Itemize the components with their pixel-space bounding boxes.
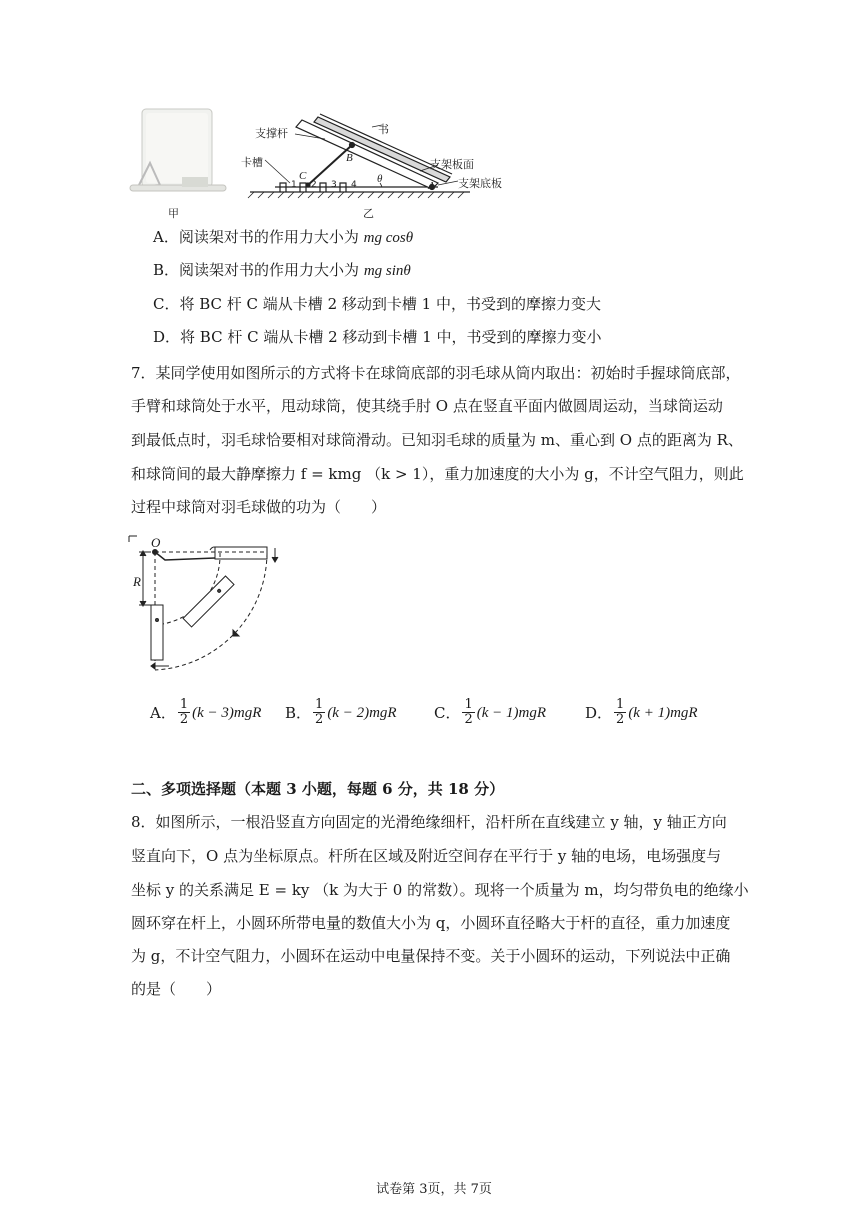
frac-numerator: 1 — [616, 697, 625, 712]
frac-numerator: 1 — [315, 697, 324, 712]
q8-line-3: 坐标 y 的关系满足 E = ky （k 为大于 0 的常数）。现将一个质量为 m，均匀带负电的绝缘小 — [131, 881, 749, 899]
q6-option-a-text: A．阅读架对书的作用力大小为 — [153, 228, 359, 246]
q7-option-b-expr: (k − 2)mgR — [327, 704, 397, 721]
q8-line-2: 竖直向下，O 点为坐标原点。杆所在区域及附近空间存在平行于 y 轴的电场，电场强度与 — [131, 847, 722, 865]
q6-option-b — [153, 260, 411, 281]
q7-option-a-frac — [178, 698, 190, 727]
point-b-label: B — [346, 152, 353, 164]
q7-option-a-letter: A． — [150, 703, 176, 722]
q7-option-b — [285, 698, 397, 727]
q7-option-a-expr: (k − 3)mgR — [192, 704, 262, 721]
q6-option-b-expr: mg sinθ — [363, 263, 411, 279]
q7-option-b-letter: B． — [285, 703, 312, 722]
figure-label-jia: 甲 — [168, 207, 179, 220]
q7-line-1: 7．某同学使用如图所示的方式将卡在球筒底部的羽毛球从筒内取出：初始时手握球筒底部， — [131, 364, 741, 382]
q6-option-c: C．将 BC 杆 C 端从卡槽 2 移动到卡槽 1 中，书受到的摩擦力变大 — [153, 295, 601, 313]
q8-line-6: 的是（ ） — [131, 980, 222, 998]
frac-numerator: 1 — [179, 697, 189, 712]
callout-rod: 支撑杆 — [255, 127, 288, 140]
q8-line-5: 为 g，不计空气阻力，小圆环在运动中电量保持不变。关于小圆环的运动，下列说法中正确 — [131, 947, 731, 965]
q6-option-a-expr: mg cosθ — [363, 230, 414, 246]
frac-denominator: 2 — [179, 712, 189, 727]
slot-number-2: 2 — [311, 180, 317, 190]
q7-option-c — [434, 698, 546, 727]
page-footer: 试卷第 3页，共 7页 — [376, 1182, 492, 1197]
q7-line-2: 手臂和球筒处于水平，甩动球筒，使其绕手肘 O 点在竖直平面内做圆周运动，当球筒运动 — [131, 397, 723, 415]
q7-option-c-frac — [462, 698, 474, 727]
q6-option-b-text: B．阅读架对书的作用力大小为 — [153, 261, 360, 279]
q7-figure-o-label: O — [151, 535, 161, 550]
callout-book: 书 — [378, 123, 389, 136]
q7-option-a — [150, 698, 261, 727]
q7-option-d-letter: D． — [585, 703, 613, 722]
q7-option-d-frac — [614, 698, 626, 727]
q7-option-d-expr: (k + 1)mgR — [628, 704, 698, 721]
q8-line-1: 8．如图所示，一根沿竖直方向固定的光滑绝缘细杆，沿杆所在直线建立 y 轴，y 轴正方向 — [131, 813, 727, 831]
point-c-label: C — [299, 170, 307, 182]
callout-base: 支架底板 — [458, 177, 502, 190]
slot-number-3: 3 — [331, 180, 337, 190]
slot-number-1: 1 — [291, 180, 297, 190]
q8-line-4: 圆环穿在杆上，小圆环所带电量的数值大小为 q，小圆环直径略大于杆的直径，重力加速度 — [131, 914, 731, 932]
q7-line-3: 到最低点时，羽毛球恰要相对球筒滑动。已知羽毛球的质量为 m、重心到 O 点的距离为 R、 — [131, 431, 743, 449]
frac-denominator: 2 — [315, 712, 324, 727]
frac-denominator: 2 — [464, 712, 473, 727]
q7-line-5: 过程中球筒对羽毛球做的功为（ ） — [131, 498, 387, 516]
reading-stand-photo — [130, 109, 226, 191]
q6-option-a — [153, 227, 413, 248]
figure-label-yi: 乙 — [363, 207, 374, 220]
q7-line-4: 和球筒间的最大静摩擦力 f = kmg （k > 1），重力加速度的大小为 g，不计空气阻力，则此 — [131, 465, 744, 483]
q7-option-c-letter: C． — [434, 703, 461, 722]
q6-option-d: D．将 BC 杆 C 端从卡槽 2 移动到卡槽 1 中，书受到的摩擦力变小 — [153, 328, 602, 346]
slot-number-4: 4 — [351, 180, 357, 190]
frac-denominator: 2 — [616, 712, 625, 727]
q7-option-c-expr: (k − 1)mgR — [476, 704, 547, 721]
q7-option-b-frac — [313, 698, 325, 727]
callout-panel: 支架板面 — [430, 158, 474, 171]
figure-badminton-tube — [125, 530, 285, 675]
frac-numerator: 1 — [464, 697, 473, 712]
callout-slot: 卡槽 — [241, 156, 263, 169]
point-a-label: A — [428, 180, 435, 192]
q7-option-d — [585, 698, 698, 727]
theta-label: θ — [377, 173, 383, 185]
section-heading: 二、多项选择题（本题 3 小题，每题 6 分，共 18 分） — [131, 780, 505, 798]
q7-figure-r-label: R — [133, 574, 141, 589]
